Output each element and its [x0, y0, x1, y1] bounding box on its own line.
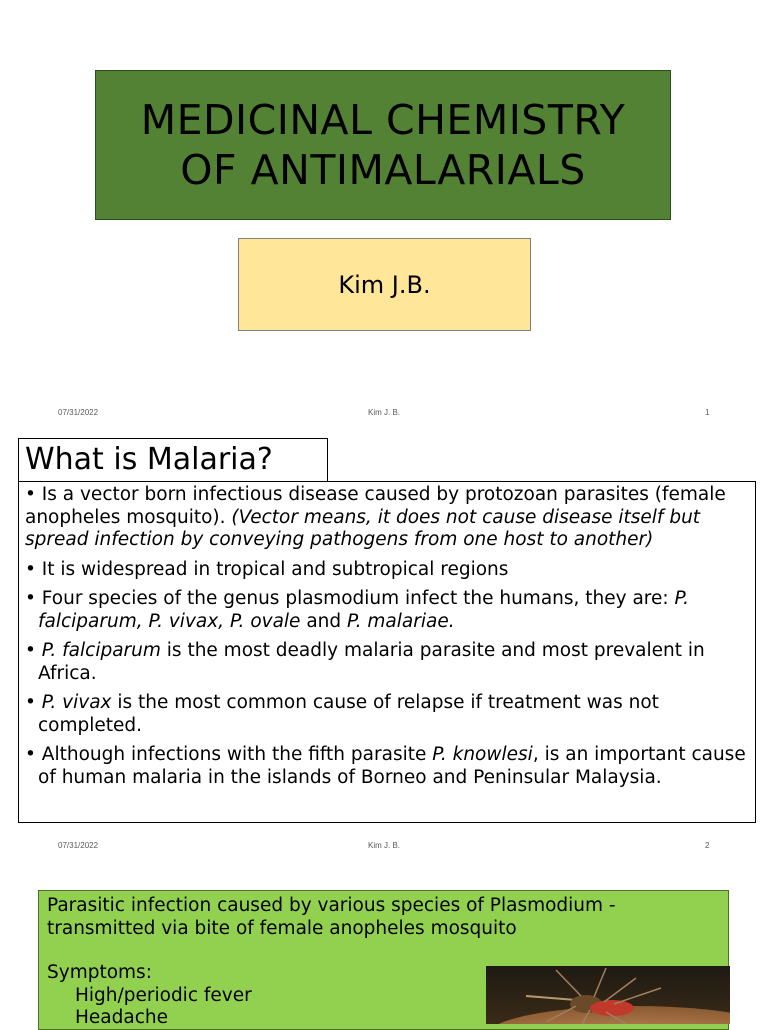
- bullet-knowlesi: [25, 744, 747, 789]
- malaria-bullet-list: [18, 481, 756, 823]
- bullet-marker: •: [25, 692, 42, 713]
- species-name: P. knowlesi: [432, 744, 533, 765]
- species-names: P. falciparum, P. vivax, P. ovale: [38, 588, 689, 632]
- bullet-text: and: [300, 610, 348, 632]
- author-name: Kim J.B.: [338, 270, 431, 299]
- malaria-heading: What is Malaria?: [18, 438, 328, 482]
- bullet-species: [25, 588, 747, 633]
- bullet-text: • Four species of the genus plasmodium infect the humans, they are:: [25, 588, 675, 609]
- title-line-2: OF ANTIMALARIALS: [180, 146, 586, 194]
- bullet-falciparum: [25, 640, 747, 685]
- species-name: P. vivax: [41, 692, 112, 713]
- title-line-1: MEDICINAL CHEMISTRY: [140, 96, 626, 144]
- symptoms-label: Symptoms:: [47, 962, 152, 983]
- bullet-text: • Is a vector born infectious disease caused by protozoan parasites (female anopheles mosquito).: [25, 484, 726, 528]
- title-box: [95, 70, 671, 220]
- mosquito-image: [486, 966, 730, 1024]
- page-number: 1: [705, 408, 710, 417]
- bullet-text: is the most deadly malaria parasite and most prevalent in Africa.: [38, 640, 705, 684]
- bullet-distribution: • It is widespread in tropical and subtropical regions: [25, 558, 509, 580]
- symptom-item: Headache: [75, 1007, 168, 1028]
- author-box: [238, 238, 531, 331]
- species-name: P. falciparum: [41, 640, 161, 661]
- bullet-text: is the most common cause of relapse if treatment was not completed.: [38, 692, 659, 736]
- footer-author: Kim J. B.: [368, 841, 401, 850]
- bullet-text: , is an important cause of human malaria in the islands of Borneo and Peninsular Malaysia.: [38, 744, 746, 788]
- parasite-intro: Parasitic infection caused by various species of Plasmodium - transmitted via bite of female anopheles mosquito: [47, 895, 616, 939]
- symptom-item: High/periodic fever: [75, 984, 252, 1006]
- footer-date: 07/31/2022: [58, 408, 99, 417]
- mosquito-photo: [486, 966, 730, 1024]
- footer-author: Kim J. B.: [368, 408, 401, 417]
- bullet-definition: [25, 484, 747, 552]
- footer-date: 07/31/2022: [58, 841, 99, 850]
- bullet-italic-note: (Vector means, it does not cause disease itself but spread infection by conveying pathogens from one host to another): [25, 506, 701, 550]
- bullet-marker: •: [25, 640, 42, 661]
- bullet-text: • Although infections with the fifth parasite: [25, 744, 433, 765]
- bullet-vivax: [25, 692, 747, 737]
- species-name: P. malariae.: [347, 610, 455, 632]
- page-number: 2: [705, 841, 710, 850]
